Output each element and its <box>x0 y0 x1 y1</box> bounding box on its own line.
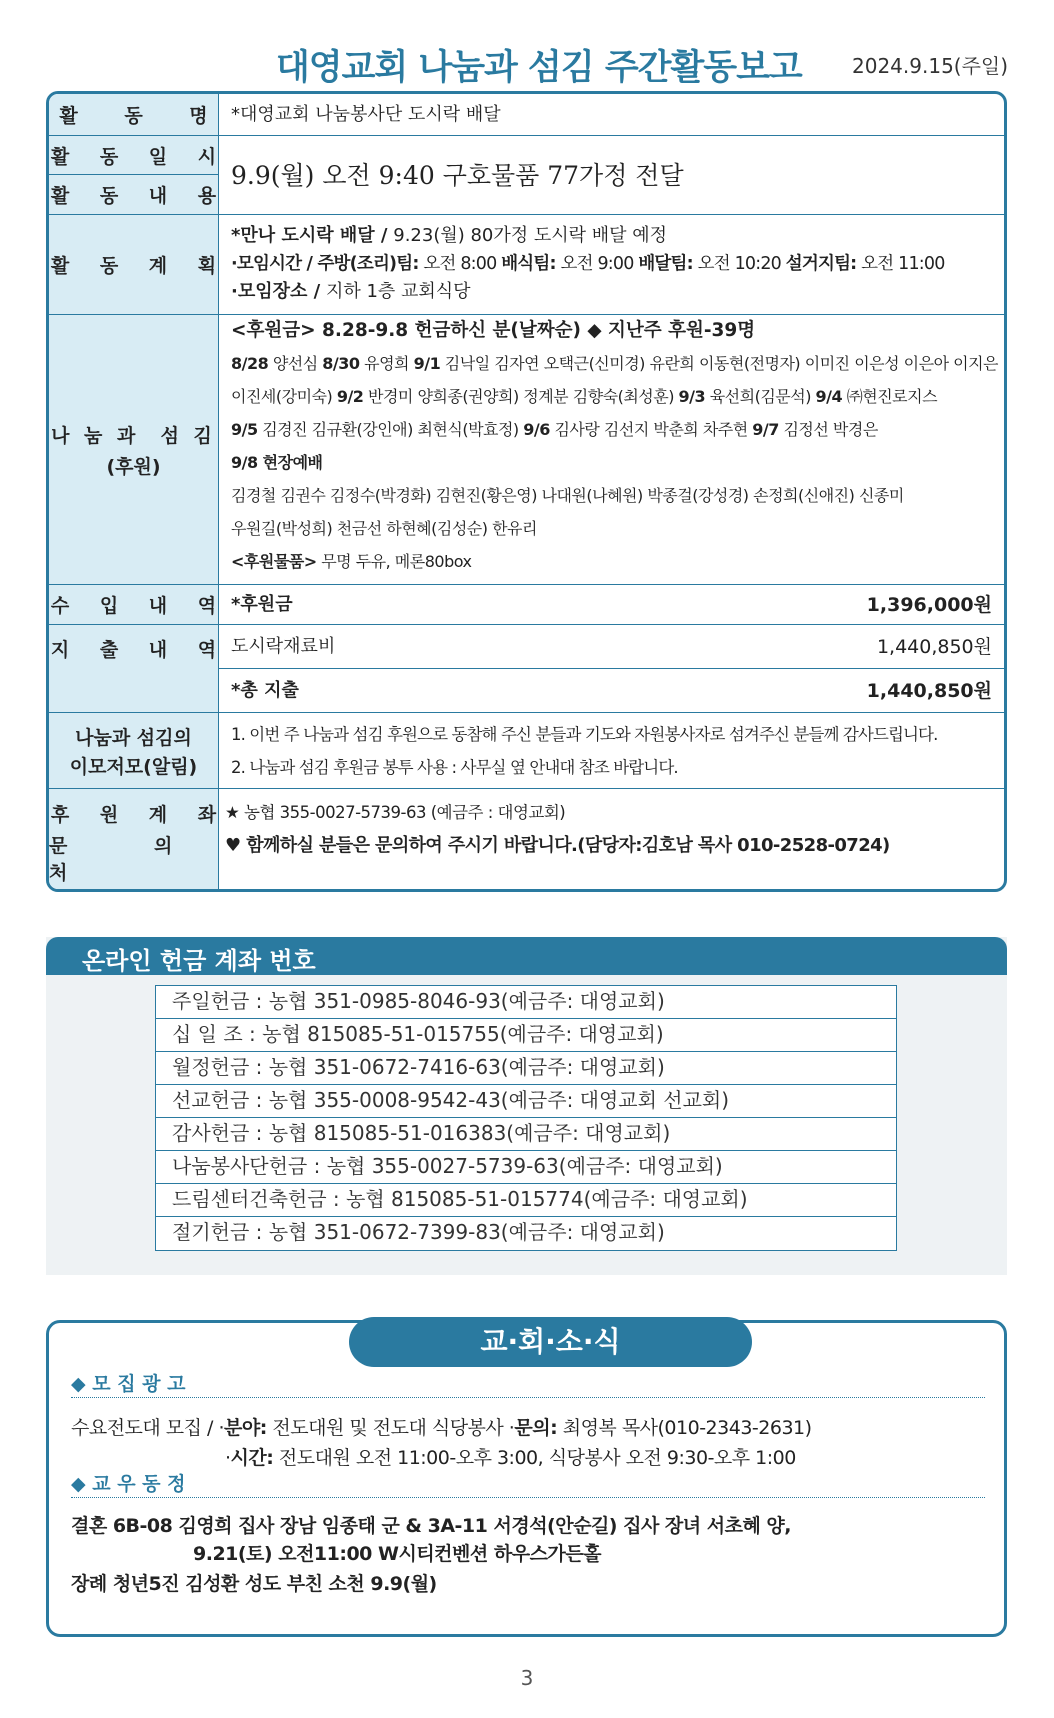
online-offering-title: 온라인 헌금 계좌 번호 <box>82 947 316 975</box>
row-contact <box>49 789 1004 892</box>
row-activity-date-content <box>49 136 1004 215</box>
member-news-wedding: 결혼 6B-08 김영희 집사 장남 임종태 군 & 3A-11 서경석(안순길) 집사 장녀 서초혜 양, <box>71 1515 791 1537</box>
account-sharing-team: 나눔봉사단헌금 : 농협 355-0027-5739-63(예금주: 대영교회) <box>156 1151 896 1184</box>
recruit-heading: ◆ 모 집 광 고 <box>71 1373 186 1395</box>
label-contact: 후 원 계 좌 문 의 처 <box>49 789 219 892</box>
donor-line-6: 우원길(박성희) 천금선 하현혜(김성순) 한유리 <box>231 519 537 538</box>
donor-line-4: 9/8 현장예배 <box>231 453 323 472</box>
label-activity-name: 활 동 명 <box>49 94 219 135</box>
online-offering-section <box>46 937 1007 1275</box>
report-date: 2024.9.15(주일) <box>852 54 1009 78</box>
page-title: 대영교회 나눔과 섬김 주간활동보고 <box>276 48 802 88</box>
row-notice <box>49 713 1004 789</box>
account-seasonal: 절기헌금 : 농협 351-0672-7399-83(예금주: 대영교회) <box>172 1220 665 1244</box>
expense-total-item: *총 지출 <box>231 680 299 701</box>
members-heading: ◆ 교 우 동 정 <box>71 1473 186 1495</box>
expense-amount: 1,440,850원 <box>876 636 992 658</box>
donor-line-3: 9/5 김경진 김규환(강인애) 최현식(박효정) 9/6 김사랑 김선지 박춘희 차주현 9/7 김정선 박경은 <box>231 420 878 439</box>
account-list <box>155 985 897 1251</box>
notice-line-2: 2. 나눔과 섬김 후원금 봉투 사용 : 사무실 옆 안내대 참조 바랍니다. <box>231 758 678 777</box>
row-income <box>49 585 1004 625</box>
row-sharing-donors <box>49 315 1004 585</box>
row-activity-plan <box>49 215 1004 315</box>
label-notice: 나눔과 섬김의 이모저모(알림) <box>49 713 219 788</box>
label-activity-date: 활 동 일 시 <box>49 136 218 175</box>
online-offering-header <box>46 937 1007 975</box>
donated-goods: <후원물품> 무명 두유, 메론80box <box>231 552 472 571</box>
donor-line-5: 김경철 김권수 김정수(박경화) 김현진(황은영) 나대원(나혜원) 박종걸(강성경) 손정희(신애진) 신종미 <box>231 486 904 505</box>
account-mission: 선교헌금 : 농협 355-0008-9542-43(예금주: 대영교회 선교회) <box>156 1085 896 1118</box>
label-income: 수 입 내 역 <box>49 585 219 624</box>
donor-line-1: 8/28 양선심 8/30 유영희 9/1 김낙일 김자연 오택근(신미경) 유란희 이동현(전명자) 이미진 이은성 이은아 이지은 <box>231 354 998 373</box>
account-sunday: 주일헌금 : 농협 351-0985-8046-93(예금주: 대영교회) <box>156 986 896 1019</box>
income-amount: 1,396,000원 <box>866 594 992 616</box>
plan-line-2: ·모임시간 / 주방(조리)팀: 오전 8:00 배식팀: 오전 9:00 배달팀: 오전 10:20 설거지팀: 오전 11:00 <box>231 254 945 274</box>
member-news-wedding-detail: 9.21(토) 오전11:00 W시티컨벤션 하우스가든홀 <box>193 1543 601 1565</box>
recruit-line-1: 수요전도대 모집 / ·분야: 전도대원 및 전도대 식당봉사 ·문의: 최영복 목사(010-2343-2631) <box>71 1417 812 1439</box>
church-news-title: 교·회·소·식 <box>349 1317 752 1367</box>
notice-line-1: 1. 이번 주 나눔과 섬김 후원으로 동참해 주신 분들과 기도와 자원봉사자로 섬겨주신 분들께 감사드립니다. <box>231 725 938 744</box>
recruit-line-2: ·시간: 전도대원 오전 11:00-오후 3:00, 식당봉사 오전 9:30-오후 1:00 <box>225 1447 796 1469</box>
donor-line-2: 이진세(강미숙) 9/2 반경미 양희종(권양희) 정계분 김향숙(최성훈) 9/3 육선희(김문석) 9/4 ㈜현진로지스 <box>231 387 938 406</box>
account-monthly: 월정헌금 : 농협 351-0672-7416-63(예금주: 대영교회) <box>156 1052 896 1085</box>
label-activity-plan: 활 동 계 획 <box>49 215 219 314</box>
plan-line-3: ·모임장소 / 지하 1층 교회식당 <box>231 281 471 302</box>
member-news-funeral: 장례 청년5진 김성환 성도 부친 소천 9.9(월) <box>71 1573 437 1595</box>
label-sharing: 나 눔 과 섬 김 (후원) <box>49 315 219 584</box>
plan-line-1: *만나 도시락 배달 / 9.23(월) 80가정 도시락 배달 예정 <box>231 225 668 246</box>
activity-date-content-value: 9.9(월) 오전 9:40 구호물품 77가정 전달 <box>231 161 684 190</box>
page-number: 3 <box>520 1666 534 1690</box>
activity-report-table <box>46 91 1007 892</box>
expense-item: 도시락재료비 <box>231 636 336 657</box>
account-tithe: 십 일 조 : 농협 815085-51-015755(예금주: 대영교회) <box>156 1019 896 1052</box>
expense-total-amount: 1,440,850원 <box>866 680 992 702</box>
page-header <box>0 0 1054 90</box>
row-activity-name <box>49 94 1004 136</box>
label-expense: 지 출 내 역 <box>49 625 219 712</box>
label-activity-content: 활 동 내 용 <box>50 185 229 207</box>
account-thanks: 감사헌금 : 농협 815085-51-016383(예금주: 대영교회) <box>156 1118 896 1151</box>
divider <box>71 1497 985 1498</box>
account-dream-center: 드림센터건축헌금 : 농협 815085-51-015774(예금주: 대영교회) <box>156 1184 896 1217</box>
contact-account: ★ 농협 355-0027-5739-63 (예금주 : 대영교회) <box>225 803 566 822</box>
activity-name-value: *대영교회 나눔봉사단 도시락 배달 <box>231 104 501 125</box>
church-news-section <box>46 1320 1007 1637</box>
row-expense <box>49 625 1004 713</box>
income-item: *후원금 <box>231 594 293 615</box>
contact-person: ♥ 함께하실 분들은 문의하여 주시기 바랍니다.(담당자:김호남 목사 010-2528-0724) <box>225 835 890 856</box>
divider <box>71 1397 985 1398</box>
donation-heading: <후원금> 8.28-9.8 헌금하신 분(날짜순) ◆ 지난주 후원-39명 <box>231 320 756 341</box>
